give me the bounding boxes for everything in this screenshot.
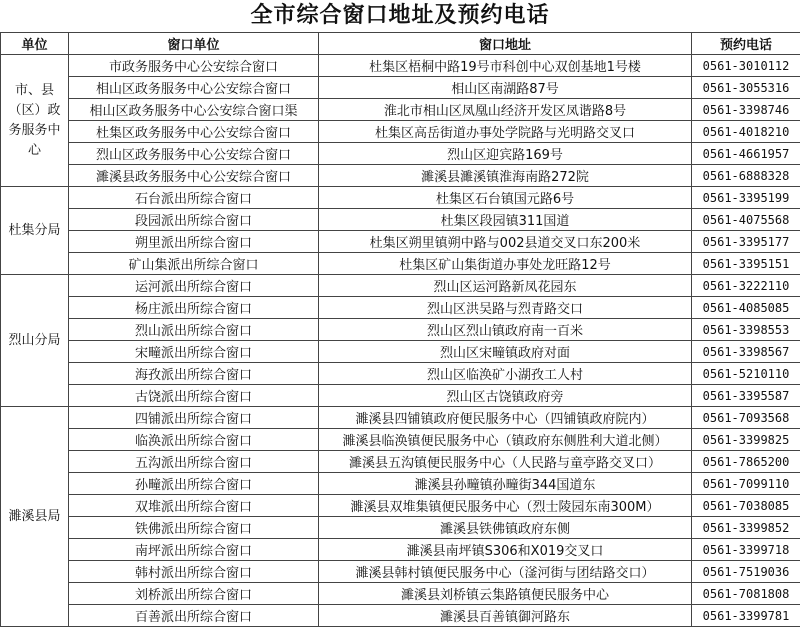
- phone-cell: 0561-4075568: [692, 209, 800, 231]
- unit-cell: 市、县（区）政务服务中心: [1, 55, 69, 187]
- address-cell: 濉溪县五沟镇便民服务中心（人民路与童亭路交叉口）: [319, 451, 692, 473]
- window-cell: 百善派出所综合窗口: [69, 605, 319, 627]
- table-row: [1, 539, 800, 561]
- window-cell: 市政务服务中心公安综合窗口: [69, 55, 319, 77]
- address-cell: 濉溪县刘桥镇云集路镇便民服务中心: [319, 583, 692, 605]
- table-row: [1, 451, 800, 473]
- phone-cell: 0561-7081808: [692, 583, 800, 605]
- table-row: [1, 297, 800, 319]
- phone-cell: 0561-3395177: [692, 231, 800, 253]
- phone-cell: 0561-3398746: [692, 99, 800, 121]
- window-cell: 杨庄派出所综合窗口: [69, 297, 319, 319]
- window-cell: 海孜派出所综合窗口: [69, 363, 319, 385]
- phone-cell: 0561-3399825: [692, 429, 800, 451]
- table-row: [1, 385, 800, 407]
- table-row: [1, 253, 800, 275]
- table-row: [1, 275, 800, 297]
- header-phone: 预约电话: [692, 33, 800, 55]
- table-row: [1, 605, 800, 627]
- phone-cell: 0561-4085085: [692, 297, 800, 319]
- address-cell: 烈山区运河路新凤花园东: [319, 275, 692, 297]
- address-cell: 杜集区石台镇国元路6号: [319, 187, 692, 209]
- address-cell: 杜集区段园镇311国道: [319, 209, 692, 231]
- unit-cell: 濉溪县局: [1, 407, 69, 627]
- address-cell: 濉溪县濉溪镇淮海南路272院: [319, 165, 692, 187]
- table-row: [1, 517, 800, 539]
- window-cell: 韩村派出所综合窗口: [69, 561, 319, 583]
- phone-cell: 0561-7093568: [692, 407, 800, 429]
- phone-cell: 0561-3399852: [692, 517, 800, 539]
- table-row: [1, 407, 800, 429]
- window-cell: 铁佛派出所综合窗口: [69, 517, 319, 539]
- window-cell: 刘桥派出所综合窗口: [69, 583, 319, 605]
- window-cell: 双堆派出所综合窗口: [69, 495, 319, 517]
- window-cell: 孙疃派出所综合窗口: [69, 473, 319, 495]
- window-cell: 濉溪县政务服务中心公安综合窗口: [69, 165, 319, 187]
- phone-cell: 0561-4661957: [692, 143, 800, 165]
- header-window: 窗口单位: [69, 33, 319, 55]
- address-cell: 濉溪县南坪镇S306和X019交叉口: [319, 539, 692, 561]
- address-cell: 杜集区高岳街道办事处学院路与光明路交叉口: [319, 121, 692, 143]
- table-row: [1, 363, 800, 385]
- window-cell: 相山区政务服务中心公安综合窗口: [69, 77, 319, 99]
- window-cell: 宋疃派出所综合窗口: [69, 341, 319, 363]
- address-cell: 烈山区古饶镇政府旁: [319, 385, 692, 407]
- window-cell: 相山区政务服务中心公安综合窗口渠: [69, 99, 319, 121]
- address-cell: 烈山区洪吴路与烈青路交口: [319, 297, 692, 319]
- table-row: [1, 429, 800, 451]
- address-cell: 濉溪县孙疃镇孙疃街344国道东: [319, 473, 692, 495]
- window-cell: 运河派出所综合窗口: [69, 275, 319, 297]
- phone-cell: 0561-3010112: [692, 55, 800, 77]
- address-cell: 杜集区矿山集街道办事处龙旺路12号: [319, 253, 692, 275]
- table-row: [1, 495, 800, 517]
- address-cell: 濉溪县百善镇御河路东: [319, 605, 692, 627]
- phone-cell: 0561-3399781: [692, 605, 800, 627]
- address-cell: 杜集区梧桐中路19号市科创中心双创基地1号楼: [319, 55, 692, 77]
- phone-cell: 0561-3395151: [692, 253, 800, 275]
- address-cell: 濉溪县双堆集镇便民服务中心（烈士陵园东南300M）: [319, 495, 692, 517]
- address-cell: 濉溪县临涣镇便民服务中心（镇政府东侧胜利大道北侧）: [319, 429, 692, 451]
- window-cell: 烈山区政务服务中心公安综合窗口: [69, 143, 319, 165]
- phone-cell: 0561-3399718: [692, 539, 800, 561]
- window-cell: 南坪派出所综合窗口: [69, 539, 319, 561]
- window-cell: 段园派出所综合窗口: [69, 209, 319, 231]
- table-row: [1, 77, 800, 99]
- window-cell: 古饶派出所综合窗口: [69, 385, 319, 407]
- phone-cell: 0561-3055316: [692, 77, 800, 99]
- address-cell: 烈山区临涣矿小湖孜工人村: [319, 363, 692, 385]
- phone-cell: 0561-7038085: [692, 495, 800, 517]
- window-cell: 矿山集派出所综合窗口: [69, 253, 319, 275]
- window-cell: 临涣派出所综合窗口: [69, 429, 319, 451]
- window-cell: 烈山派出所综合窗口: [69, 319, 319, 341]
- table-row: [1, 99, 800, 121]
- table-row: [1, 143, 800, 165]
- address-cell: 杜集区朔里镇朔中路与002县道交叉口东200米: [319, 231, 692, 253]
- phone-cell: 0561-3398567: [692, 341, 800, 363]
- address-cell: 相山区南湖路87号: [319, 77, 692, 99]
- table-body: [1, 55, 800, 627]
- phone-cell: 0561-7865200: [692, 451, 800, 473]
- address-cell: 烈山区迎宾路169号: [319, 143, 692, 165]
- header-unit: 单位: [1, 33, 69, 55]
- table-row: [1, 583, 800, 605]
- window-cell: 杜集区政务服务中心公安综合窗口: [69, 121, 319, 143]
- unit-cell: 烈山分局: [1, 275, 69, 407]
- phone-cell: 0561-3395199: [692, 187, 800, 209]
- table-row: [1, 473, 800, 495]
- header-address: 窗口地址: [319, 33, 692, 55]
- window-cell: 四铺派出所综合窗口: [69, 407, 319, 429]
- address-cell: 淮北市相山区凤凰山经济开发区凤谐路8号: [319, 99, 692, 121]
- table-row: [1, 231, 800, 253]
- phone-cell: 0561-7099110: [692, 473, 800, 495]
- phone-cell: 0561-3395587: [692, 385, 800, 407]
- table-row: [1, 561, 800, 583]
- address-cell: 烈山区烈山镇政府南一百米: [319, 319, 692, 341]
- table-row: [1, 209, 800, 231]
- window-cell: 朔里派出所综合窗口: [69, 231, 319, 253]
- page-title: 全市综合窗口地址及预约电话: [250, 3, 550, 28]
- table-row: [1, 341, 800, 363]
- table-row: [1, 55, 800, 77]
- address-cell: 烈山区宋疃镇政府对面: [319, 341, 692, 363]
- address-cell: 濉溪县铁佛镇政府东侧: [319, 517, 692, 539]
- window-cell: 五沟派出所综合窗口: [69, 451, 319, 473]
- address-table: [0, 32, 800, 627]
- phone-cell: 0561-3398553: [692, 319, 800, 341]
- window-cell: 石台派出所综合窗口: [69, 187, 319, 209]
- table-row: [1, 165, 800, 187]
- unit-cell: 杜集分局: [1, 187, 69, 275]
- address-cell: 濉溪县韩村镇便民服务中心（滏河街与团结路交口）: [319, 561, 692, 583]
- table-row: [1, 319, 800, 341]
- phone-cell: 0561-3222110: [692, 275, 800, 297]
- address-cell: 濉溪县四铺镇政府便民服务中心（四铺镇政府院内）: [319, 407, 692, 429]
- phone-cell: 0561-6888328: [692, 165, 800, 187]
- phone-cell: 0561-7519036: [692, 561, 800, 583]
- table-row: [1, 121, 800, 143]
- phone-cell: 0561-5210110: [692, 363, 800, 385]
- table-row: [1, 187, 800, 209]
- header-row: [1, 33, 800, 55]
- phone-cell: 0561-4018210: [692, 121, 800, 143]
